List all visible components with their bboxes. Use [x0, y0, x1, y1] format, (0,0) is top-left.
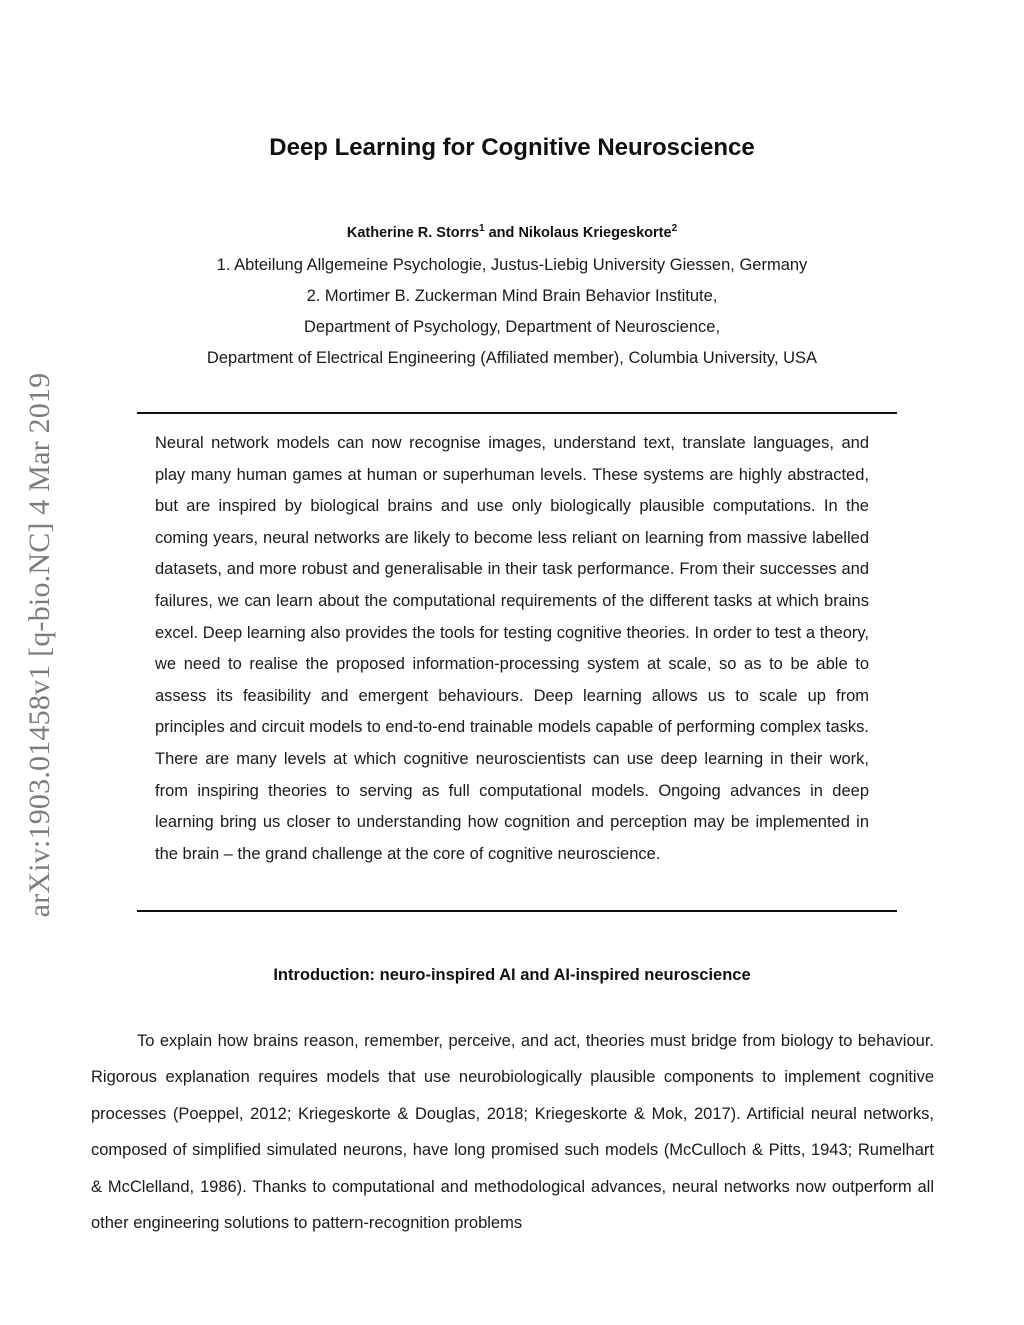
- abstract-top-rule: [137, 412, 897, 414]
- abstract-text: Neural network models can now recognise images, understand text, translate languages, and play many human games at human or superhuman levels. These systems are highly abstracted, but are inspired by biological brains and use only biologically plausible computations. In the coming years, neural networks are likely to become less reliant on learning from massive labelled datasets, and more robust and generalisable in their task performance. From their successes and failures, we can learn about the computational requirements of the different tasks at which brains excel. Deep learning also provides the tools for testing cognitive theories. In order to test a theory, we need to realise the proposed information-processing system at scale, so as to be able to assess its feasibility and emergent behaviours. Deep learning allows us to scale up from principles and circuit models to end-to-end trainable models capable of performing complex tasks. There are many levels at which cognitive neuroscientists can use deep learning in their work, from inspiring theories to serving as full computational models. Ongoing advances in deep learning bring us closer to understanding how cognition and perception may be implemented in the brain – the grand challenge at the core of cognitive neuroscience.: [155, 434, 869, 863]
- introduction-paragraph: To explain how brains reason, remember, perceive, and act, theories must bridge from biology to behaviour. Rigorous explanation requires models that use neurobiologically plausible components to implement cognitive processes (Poeppel, 2012; Kriegeskorte & Douglas, 2018; Kriegeskorte & Mok, 2017). Artificial neural networks, composed of simplified simulated neurons, have long promised such models (McCulloch & Pitts, 1943; Rumelhart & McClelland, 1986). Thanks to computational and methodological advances, neural networks now outperform all other engineering solutions to pattern-recognition problems: [91, 1032, 934, 1233]
- paper-title: Deep Learning for Cognitive Neuroscience: [269, 134, 755, 161]
- author-kriegeskorte: Nikolaus Kriegeskorte: [518, 225, 672, 241]
- affiliation-line: Department of Electrical Engineering (Affiliated member), Columbia University, USA: [206, 349, 818, 367]
- author-kriegeskorte-affiliation-mark: 2: [671, 223, 678, 234]
- author-storrs: Katherine R. Storrs: [346, 225, 480, 241]
- author-line: [0, 225, 1024, 241]
- author-conjunction: and: [484, 225, 519, 241]
- affiliation-line: 1. Abteilung Allgemeine Psychologie, Justus-Liebig University Giessen, Germany: [216, 256, 808, 274]
- section-heading-introduction: Introduction: neuro-inspired AI and AI-inspired neuroscience: [273, 966, 751, 984]
- abstract-bottom-rule: [137, 910, 897, 912]
- author-storrs-affiliation-mark: 1: [479, 223, 485, 234]
- affiliation-line: 2. Mortimer B. Zuckerman Mind Brain Behavior Institute,: [306, 287, 718, 305]
- arxiv-identifier-stamp: arXiv:1903.01458v1 [q-bio.NC] 4 Mar 2019: [23, 372, 56, 918]
- affiliation-line: Department of Psychology, Department of Neuroscience,: [303, 318, 721, 336]
